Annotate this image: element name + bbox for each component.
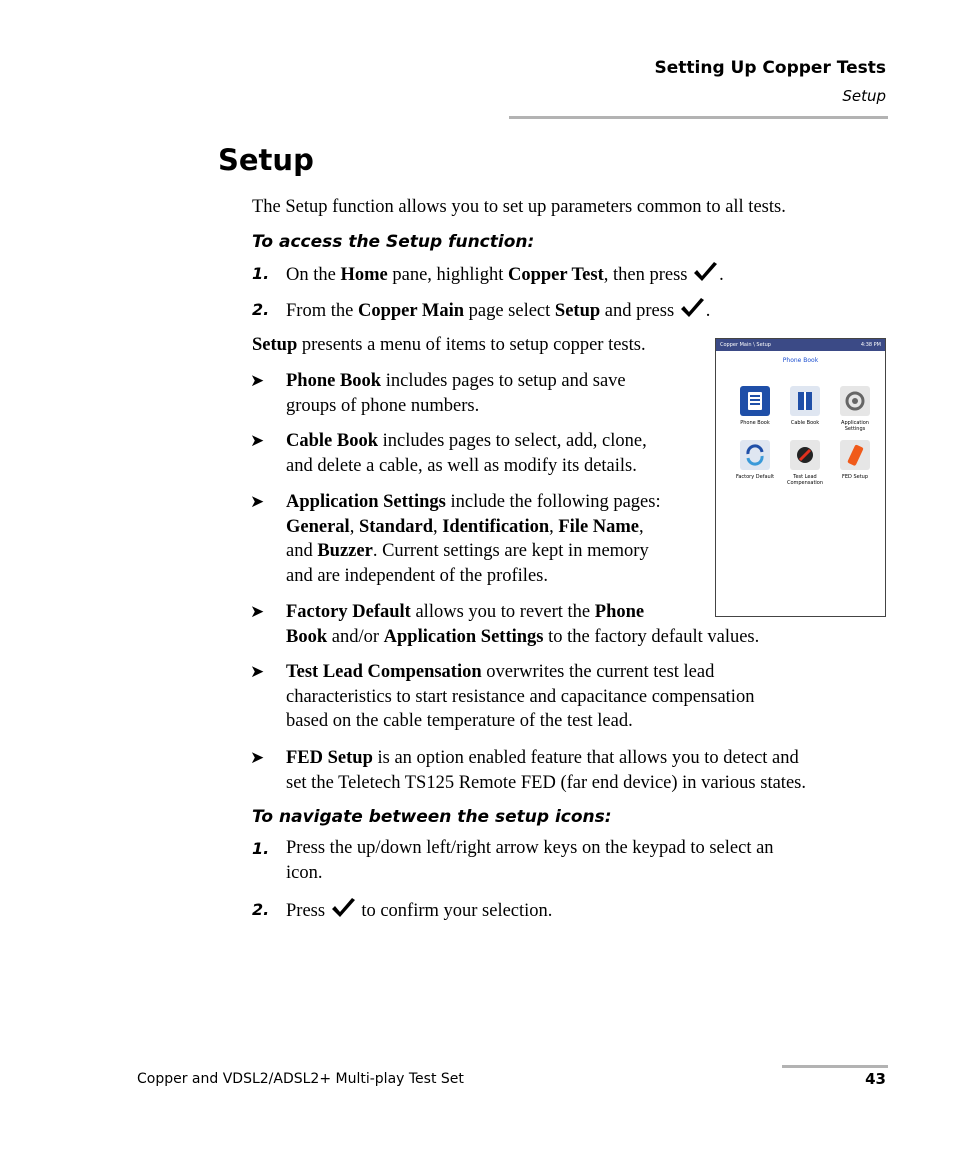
step-number: 1. [252,839,270,858]
bullet-factory-default: Factory Default allows you to revert the Phone Book and/or Application Settings to the factory default values. [286,602,760,647]
factory-default-icon [740,440,770,470]
running-header-chapter: Setting Up Copper Tests [654,58,886,78]
step-number: 2. [252,300,270,319]
bullet-arrow-icon: ➤ [250,662,265,681]
page-title: Setup [218,143,314,177]
step-number: 1. [252,264,270,283]
step-text: From the Copper Main page select Setup and press . [286,297,710,324]
bullet-arrow-icon: ➤ [250,431,265,450]
step-text: On the Home pane, highlight Copper Test, then press . [286,261,724,288]
icon-label: Factory Default [735,474,775,480]
fed-setup-icon [840,440,870,470]
icon-label: Phone Book [740,420,770,426]
footer-product: Copper and VDSL2/ADSL2+ Multi-play Test Set [137,1071,464,1087]
screen-tab-label: Phone Book [782,357,819,364]
bullet-arrow-icon: ➤ [250,602,265,621]
menu-intro: Setup presents a menu of items to setup copper tests. [252,335,646,355]
step-text: Press to confirm your selection. [286,897,552,924]
procedure-heading-access: To access the Setup function: [252,232,535,252]
page-number: 43 [865,1070,886,1088]
device-screenshot [715,338,886,617]
screen-title-bar [716,339,885,351]
checkmark-icon [679,297,706,319]
phone-book-icon [740,386,770,416]
icon-label: Application Settings [841,420,869,432]
bullet-fed-setup: FED Setup is an option enabled feature that allows you to detect and set the Teletech TS125 Remote FED (far end device) in various states. [286,748,806,793]
header-rule [509,116,888,119]
screen-clock: 4:38 PM [860,342,881,348]
checkmark-icon [692,261,719,283]
intro-paragraph: The Setup function allows you to set up parameters common to all tests. [252,197,786,217]
bullet-arrow-icon: ➤ [250,748,265,767]
bullet-cable-book: Cable Book includes pages to select, add, clone, and delete a cable, as well as modify its details. [286,431,647,476]
step-text: Press the up/down left/right arrow keys on the keypad to select an icon. [286,838,774,883]
bullet-application-settings: Application Settings include the following pages: General, Standard, Identification, File Name, and Buzzer. Current settings are kept in memory and are independent of the profiles. [286,492,661,586]
cable-book-icon [790,386,820,416]
bullet-arrow-icon: ➤ [250,371,265,390]
bullet-test-lead-compensation: Test Lead Compensation overwrites the current test lead characteristics to start resistance and capacitance compensation based on the cable temperature of the test lead. [286,662,755,731]
running-header-section: Setup [842,87,886,105]
screen-breadcrumb: Copper Main \ Setup [720,342,771,348]
icon-label: FED Setup [841,474,869,480]
step-number: 2. [252,900,270,919]
procedure-heading-navigate: To navigate between the setup icons: [252,807,612,827]
bullet-arrow-icon: ➤ [250,492,265,511]
bullet-phone-book: Phone Book includes pages to setup and save groups of phone numbers. [286,371,626,416]
icon-label: Test Lead Compensation [786,474,824,486]
test-lead-compensation-icon [790,440,820,470]
footer-rule [782,1065,888,1068]
icon-label: Cable Book [790,420,820,426]
checkmark-icon [330,897,357,919]
application-settings-icon [840,386,870,416]
